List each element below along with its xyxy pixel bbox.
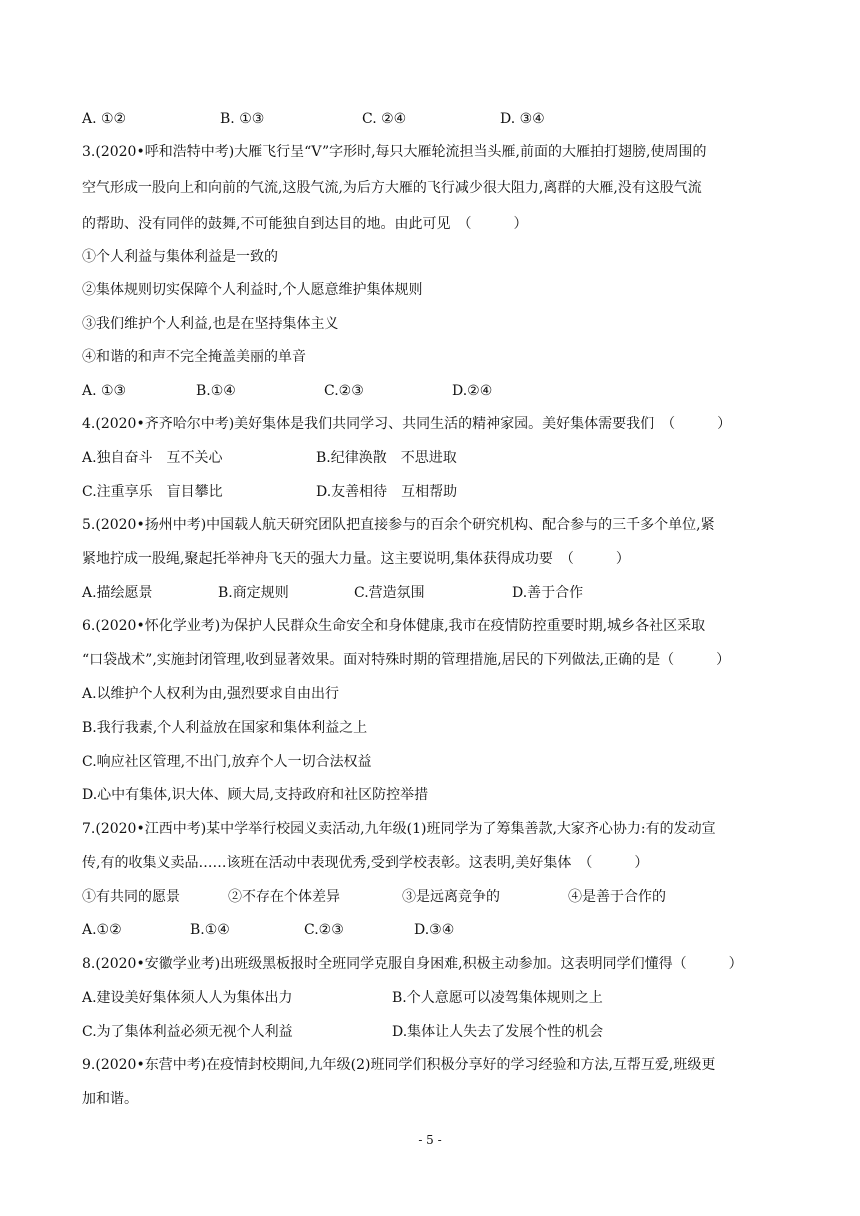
q4-option-c: C.注重享乐 盲目攀比 [82, 484, 223, 500]
q6-option-d: D.心中有集体,识大体、顾大局,支持政府和社区防控举措 [82, 787, 429, 803]
q3-statement-1: ①个人利益与集体利益是一致的 [82, 249, 278, 265]
q6-stem-line-2: “口袋战术”,实施封闭管理,收到显著效果。面对特殊时期的管理措施,居民的下列做法,正确的是（ ） [82, 652, 731, 668]
q2-option-a: A. ①② [82, 111, 127, 127]
q7-statement-4: ④是善于合作的 [568, 889, 666, 905]
q5-option-c: C.营造氛围 [354, 585, 425, 601]
q3-stem-line-2: 空气形成一股向上和向前的气流,这股气流,为后方大雁的飞行减少很大阻力,离群的大雁,没有这股气流 [82, 180, 702, 196]
q3-stem-line-3: 的帮助、没有同伴的鼓舞,不可能独自到达目的地。由此可见 （ ） [82, 216, 528, 232]
q7-option-a: A.①② [82, 922, 122, 938]
q4-option-a: A.独自奋斗 互不关心 [82, 450, 223, 466]
q7-statement-2: ②不存在个体差异 [228, 889, 340, 905]
q2-option-b: B. ①③ [220, 111, 265, 127]
q7-statement-3: ③是远离竞争的 [402, 889, 500, 905]
q9-stem-line-2: 加和谐。 [82, 1091, 138, 1107]
q8-option-d: D.集体让人失去了发展个性的机会 [392, 1024, 604, 1040]
q3-stem-line-1: 3.(2020•呼和浩特中考)大雁飞行呈“V”字形时,每只大雁轮流担当头雁,前面的大雁拍打翅膀,使周围的 [82, 144, 707, 160]
q8-stem-line-1: 8.(2020•安徽学业考)出班级黑板报时全班同学克服自身困难,积极主动参加。这表明同学们懂得（ ） [82, 956, 743, 972]
q3-option-b: B.①④ [196, 383, 236, 399]
q8-option-c: C.为了集体利益必须无视个人利益 [82, 1024, 293, 1040]
q5-option-d: D.善于合作 [512, 585, 584, 601]
q5-stem-line-2: 紧地拧成一股绳,聚起托举神舟飞天的强大力量。这主要说明,集体获得成功要 （ ） [82, 551, 630, 567]
q5-option-a: A.描绘愿景 [82, 585, 153, 601]
q6-option-b: B.我行我素,个人利益放在国家和集体利益之上 [82, 720, 368, 736]
q6-option-a: A.以维护个人权利为由,强烈要求自由出行 [82, 686, 340, 702]
q3-option-a: A. ①③ [82, 383, 127, 399]
q6-stem-line-1: 6.(2020•怀化学业考)为保护人民群众生命安全和身体健康,我市在疫情防控重要时期,城乡各社区采取 [82, 618, 706, 634]
page-number: - 5 - [418, 1133, 442, 1147]
q7-option-c: C.②③ [304, 922, 344, 938]
q5-stem-line-1: 5.(2020•扬州中考)中国载人航天研究团队把直接参与的百余个研究机构、配合参与的三千多个单位,紧 [82, 517, 715, 533]
q8-option-b: B.个人意愿可以凌驾集体规则之上 [392, 990, 603, 1006]
q2-option-c: C. ②④ [362, 111, 407, 127]
q3-option-d: D.②④ [452, 383, 493, 399]
q2-option-d: D. ③④ [500, 111, 545, 127]
q4-option-b: B.纪律涣散 不思进取 [316, 450, 457, 466]
q8-option-a: A.建设美好集体须人人为集体出力 [82, 990, 293, 1006]
q4-stem-line-1: 4.(2020•齐齐哈尔中考)美好集体是我们共同学习、共同生活的精神家园。美好集体需要我们 （ ） [82, 416, 732, 432]
q7-option-b: B.①④ [190, 922, 230, 938]
q3-option-c: C.②③ [324, 383, 364, 399]
q3-statement-4: ④和谐的和声不完全掩盖美丽的单音 [82, 349, 306, 365]
q3-statement-2: ②集体规则切实保障个人利益时,个人愿意维护集体规则 [82, 282, 423, 298]
q7-stem-line-2: 传,有的收集义卖品……该班在活动中表现优秀,受到学校表彰。这表明,美好集体 （ ） [82, 855, 649, 871]
q7-stem-line-1: 7.(2020•江西中考)某中学举行校园义卖活动,九年级(1)班同学为了筹集善款,大家齐心协力:有的发动宣 [82, 821, 716, 837]
q7-statement-1: ①有共同的愿景 [82, 889, 180, 905]
q4-option-d: D.友善相待 互相帮助 [316, 484, 458, 500]
q3-statement-3: ③我们维护个人利益,也是在坚持集体主义 [82, 316, 339, 332]
q5-option-b: B.商定规则 [218, 585, 289, 601]
q9-stem-line-1: 9.(2020•东营中考)在疫情封校期间,九年级(2)班同学们积极分享好的学习经验和方法,互帮互爱,班级更 [82, 1057, 716, 1073]
q6-option-c: C.响应社区管理,不出门,放弃个人一切合法权益 [82, 754, 372, 770]
q7-option-d: D.③④ [414, 922, 455, 938]
